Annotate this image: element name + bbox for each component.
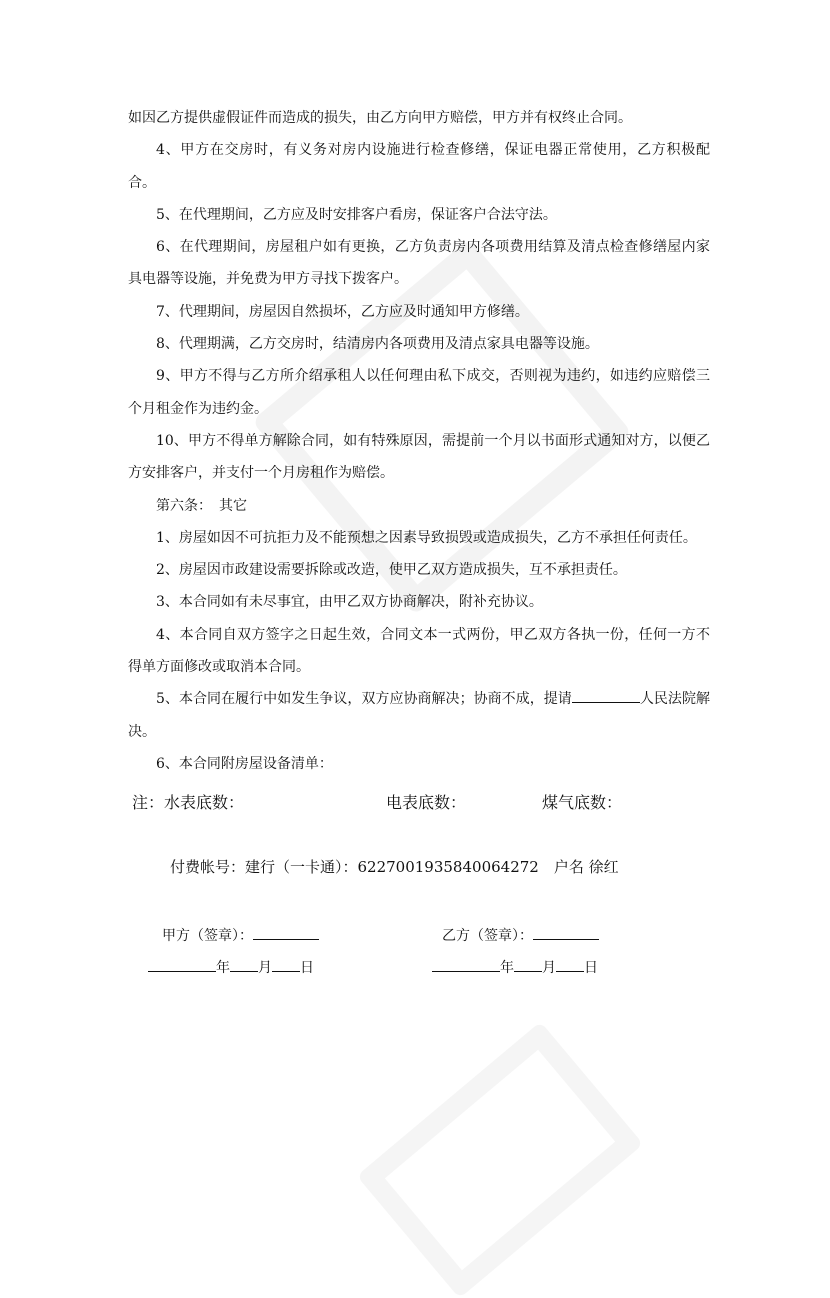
contract-paragraph: 10、甲方不得单方解除合同，如有特殊原因，需提前一个月以书面形式通知对方，以便乙方安排客户，并支付一个月房租作为赔偿。 (128, 432, 710, 482)
electric-meter-label: 电表底数： (386, 793, 467, 812)
contract-paragraph: 9、甲方不得与乙方所介绍承租人以任何理由私下成交，否则视为违约，如违约应赔偿三个月租金作为违约金。 (128, 368, 710, 417)
party-a-year-blank[interactable] (148, 955, 216, 972)
attachment-clause: 6、本合同附房屋设备清单： (156, 755, 333, 772)
meter-readings (128, 786, 710, 818)
contract-paragraph: 7、代理期间，房屋因自然损坏，乙方应及时通知甲方修缮。 (156, 303, 529, 320)
party-a-date (148, 955, 314, 977)
party-a-day-blank[interactable] (272, 955, 300, 972)
party-b-day-blank[interactable] (556, 955, 584, 972)
payment-account: 付费帐号：建行（一卡通）：6227001935840064272 户名 徐红 (170, 858, 619, 876)
contract-paragraph: 1、房屋如因不可抗拒力及不能预想之因素导致损毁或造成损失，乙方不承担任何责任。 (156, 529, 697, 546)
month-label: 月 (258, 960, 272, 976)
contract-paragraph: 8、代理期满，乙方交房时，结清房内各项费用及清点家具电器等设施。 (156, 336, 599, 353)
contract-paragraph: 6、在代理期间，房屋租户如有更换，乙方负责房内各项费用结算及清点检查修缮屋内家具电器等设施，并免费为甲方寻找下拨客户。 (128, 239, 710, 288)
party-a-signature (162, 923, 319, 945)
party-b-label: 乙方（签章）： (442, 928, 533, 944)
contract-paragraph: 第六条： 其它 (156, 497, 247, 514)
party-b-year-blank[interactable] (432, 955, 500, 972)
dispute-clause: 5、本合同在履行中如发生争议，双方应协商解决；协商不成，提请 人民法院解决。 (128, 683, 710, 748)
watermark-logo-bottom (357, 1022, 644, 1298)
paragraph-list (128, 102, 710, 683)
party-b-date (432, 955, 598, 977)
contract-paragraph: 4、本合同自双方签字之日起生效，合同文本一式两份，甲乙双方各执一份，任何一方不得单方面修改或取消本合同。 (128, 626, 710, 676)
month-label: 月 (542, 960, 556, 976)
party-b-sign-blank[interactable] (533, 923, 599, 940)
party-a-sign-blank[interactable] (253, 923, 319, 940)
party-b-month-blank[interactable] (514, 955, 542, 972)
contract-paragraph: 2、房屋因市政建设需要拆除或改造，使甲乙双方造成损失，互不承担责任。 (156, 562, 627, 579)
contract-paragraph: 如因乙方提供虚假证件而造成的损失，由乙方向甲方赔偿，甲方并有权终止合同。 (128, 110, 632, 126)
gas-meter-label: 煤气底数： (542, 793, 623, 812)
day-label: 日 (584, 960, 598, 976)
contract-paragraph: 5、在代理期间，乙方应及时安排客户看房，保证客户合法守法。 (156, 206, 557, 223)
party-a-label: 甲方（签章）： (162, 928, 253, 944)
party-a-month-blank[interactable] (230, 955, 258, 972)
year-label: 年 (216, 960, 230, 976)
year-label: 年 (500, 960, 514, 976)
day-label: 日 (300, 960, 314, 976)
contract-paragraph: 3、本合同如有未尽事宜，由甲乙双方协商解决，附补充协议。 (156, 594, 543, 611)
court-blank[interactable] (572, 686, 640, 703)
contract-paragraph: 4、甲方在交房时，有义务对房内设施进行检查修缮，保证电器正常使用，乙方积极配合。 (128, 142, 710, 191)
party-b-signature (442, 923, 599, 945)
contract-body (128, 102, 710, 780)
water-meter-label: 注：水表底数： (132, 793, 245, 812)
